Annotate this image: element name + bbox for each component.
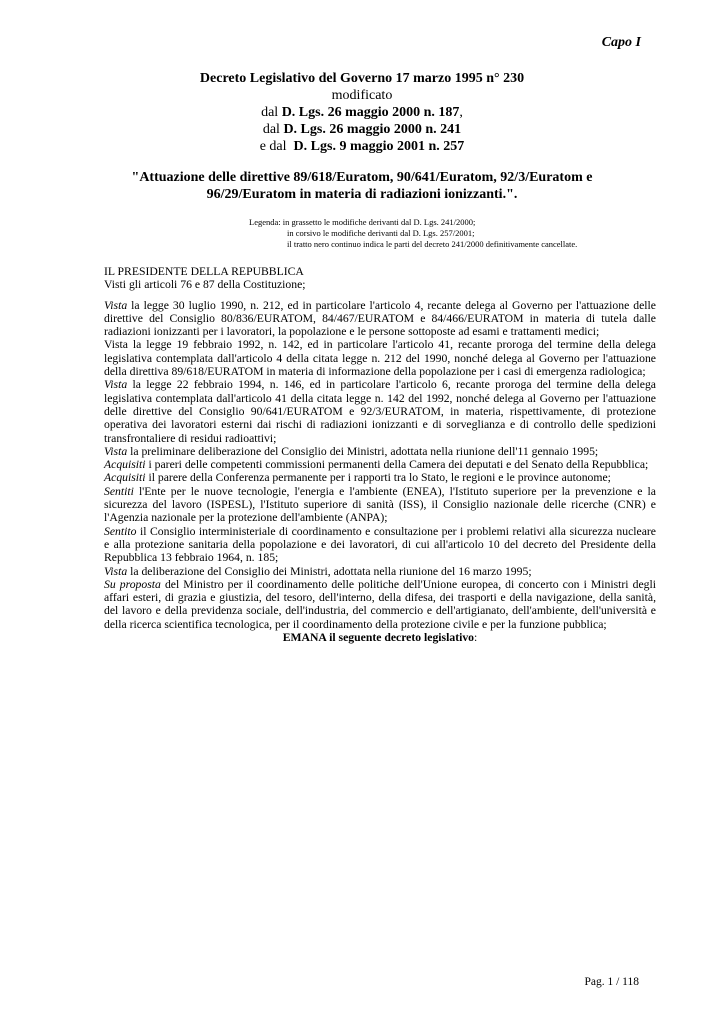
president-heading: IL PRESIDENTE DELLA REPUBBLICA xyxy=(104,265,304,278)
legend-line-1: Legenda: in grassetto le modifiche derivanti dal D. Lgs. 241/2000; xyxy=(249,217,476,227)
title-line-5: e dal D. Lgs. 9 maggio 2001 n. 257 xyxy=(259,139,465,154)
document-body xyxy=(104,265,656,644)
paragraph-8: Sentito il Consiglio interministeriale di coordinamento e consultazione per i problemi relativi alla sicurezza nucleare e alla protezione sanitaria della popolazione e dei lavoratori, di cui all'articolo 10 del decreto del Presidente della Repubblica 13 febbraio 1964, n. 185; xyxy=(104,524,656,565)
paragraph-2: Vista la legge 19 febbraio 1992, n. 142, ed in particolare l'articolo 41, recante proroga del termine della delega legislativa contemplata dall'articolo 4 della citata legge n. 212 del 1990, nonché delega al Governo per l'attuazione della direttiva 89/618/EURATOM in materia di informazione della popolazione per i casi di emergenza radiologica; xyxy=(104,338,656,379)
legend-line-2: in corsivo le modifiche derivanti dal D. Lgs. 257/2001; xyxy=(287,228,475,238)
title-line-3: dal D. Lgs. 26 maggio 2000 n. 187, xyxy=(261,105,463,120)
title-line-2: modificato xyxy=(331,88,393,103)
title-line-1: Decreto Legislativo del Governo 17 marzo 1995 n° 230 xyxy=(199,71,525,86)
title-line-4: dal D. Lgs. 26 maggio 2000 n. 241 xyxy=(262,122,462,137)
paragraph-10: Su proposta del Ministro per il coordinamento delle politiche dell'Unione europea, di concerto con i Ministri degli affari esteri, di grazia e giustizia, del tesoro, dell'interno, della difesa, dei trasporti e della navigazione, della sanità, del lavoro e della previdenza sociale, dell'industria, del commercio e dell'artigianato, dell'ambiente, dell'università e della ricerca scientifica tecnologica, per il coordinamento della protezione civile e per la funzione pubblica; xyxy=(104,577,656,631)
legend-line-3: il tratto nero continuo indica le parti del decreto 241/2000 definitivamente cancellate. xyxy=(287,239,578,249)
paragraph-6: Acquisiti il parere della Conferenza permanente per i rapporti tra lo Stato, le regioni e le province autonome; xyxy=(104,471,611,485)
paragraph-5: Acquisiti i pareri delle competenti commissioni permanenti della Camera dei deputati e del Senato della Repubblica; xyxy=(104,458,649,472)
emana-line: EMANA il seguente decreto legislativo: xyxy=(282,631,478,645)
subtitle-line-2: 96/29/Euratom in materia di radiazioni ionizzanti.". xyxy=(206,187,518,202)
paragraph-1: Vista la legge 30 luglio 1990, n. 212, ed in particolare l'articolo 4, recante delega al Governo per l'attuazione delle direttive del Consiglio 80/836/EURATOM, 84/467/EURATOM e 84/466/EURATOM in materia di tutela dalle radiazioni ionizzanti per i lavoratori, la popolazione e le persone sottoposte ad esami e trattamenti medici; xyxy=(104,298,656,339)
visti-paragraph: Visti gli articoli 76 e 87 della Costituzione; xyxy=(104,278,306,292)
paragraph-7: Sentiti l'Ente per le nuove tecnologie, l'energia e l'ambiente (ENEA), l'Istituto superiore per la prevenzione e la sicurezza del lavoro (ISPESL), l'Istituto superiore di sanità (ISS), il Consiglio nazionale delle ricerche (CNR) e l'Agenzia nazionale per la protezione dell'ambiente (ANPA); xyxy=(104,484,656,525)
subtitle-line-1: "Attuazione delle direttive 89/618/Euratom, 90/641/Euratom, 92/3/Euratom e xyxy=(131,170,593,185)
paragraph-9: Vista la deliberazione del Consiglio dei Ministri, adottata nella riunione del 16 marzo 1995; xyxy=(104,564,532,578)
document-subtitle xyxy=(0,169,724,203)
paragraph-3: Vista la legge 22 febbraio 1994, n. 146, ed in particolare l'articolo 6, recante proroga del termine della delega legislativa contemplata dall'articolo 41 della citata legge n. 142 del 1992, nonché delega al Governo per l'attuazione delle direttive del Consiglio 90/641/EURATOM e 92/3/EURATOM, in materia, rispettivamente, di protezione operativa dei lavoratori esterni dai rischi di radiazioni ionizzanti e di sorveglianza e di controllo delle spedizioni transfrontaliere di residui radioattivi; xyxy=(104,378,656,445)
paragraph-4: Vista la preliminare deliberazione del Consiglio dei Ministri, adottata nella riunione dell'11 gennaio 1995; xyxy=(104,444,599,458)
chapter-heading: Capo I xyxy=(601,35,641,50)
legend xyxy=(249,217,577,250)
document-title xyxy=(0,70,724,155)
page-number: Pag. 1 / 118 xyxy=(584,976,639,988)
